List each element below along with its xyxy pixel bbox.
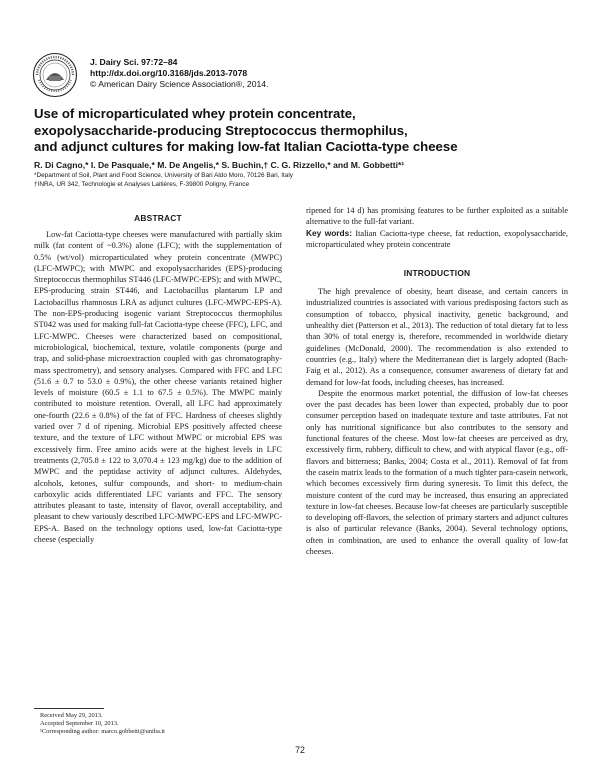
keywords: [306, 228, 568, 251]
journal-meta: [90, 57, 268, 91]
keywords-label: Key words:: [306, 227, 352, 238]
accepted-date: Accepted September 10, 2013.: [40, 720, 119, 728]
journal-seal-logo: [32, 52, 78, 98]
keywords-text: Italian Caciotta-type cheese, fat reduction, exopolysaccharide, microparticulated whey protein concentrate: [306, 228, 569, 249]
footnotes: [40, 712, 165, 736]
title-line-2: exopolysaccharide-producing Streptococcus thermophilus,: [34, 122, 408, 138]
article-title: [34, 106, 574, 156]
page-number: 72: [295, 745, 305, 755]
abstract-text: Low-fat Caciotta-type cheeses were manufactured with partially skim milk (fat content of ~0.3%) alone (LFC); with the supplementation of 0.5% (wt/vol) microparticulated whey protein concentrate (MWPC) (LFC-MWPC); with MWPC and exopolysaccharides (EPS)-producing Streptococcus thermophilus ST446 (LFC-MWPC-EPS); and with MWPC, EPS-producing strain ST446, and Lactobacillus plantarum LP and Lactobacillus rhamnosus LRA as adjunct cultures (LFC-MWPC-EPS-A). The non-EPS-producing isogenic variant Streptococcus thermophilus ST042 was used for making full-fat Caciotta-type cheese (FFC), LFC, and LFC-MWPC. Cheeses were characterized based on compositional, microbiological, biochemical, texture, volatile components (purge and trap, and solid-phase microextraction coupled with gas chromatography-mass spectrometry), and sensory analyses. Compared with FFC and LFC (51.6 ± 0.7 to 53.0 ± 0.9%), the other cheese variants retained higher levels of moisture (60.5 ± 1.1 to 67.5 ± 0.5%). The MWPC mainly contributed to moisture retention. Overall, all LFC had approximately one-fourth (22.6 ± 0.8%) of the fat of FFC. Hardness of cheeses slightly varied over 7 d of ripening. Microbial EPS positively affected cheese texture, and the texture of LFC without MWPC or microbial EPS was excessively firm. Free amino acids were at the highest levels in LFC treatments (2,705.8 ± 122 to 3,070.4 ± 123 mg/kg) due to the addition of MWPC and the peptidase activity of adjunct cultures. Aldehydes, alcohols, ketones, sulfur compounds, and short- to medium-chain carboxylic acids differentiated LFC variants and FFC. The sensory attributes pleasant to taste, intensity of flavor, overall acceptability, and pleasant to chew variously described LFC-MWPC-EPS and LFC-MWPC-EPS-A. Based on the technology options used, low-fat Caciotta-type cheese (especially: [34, 230, 282, 545]
introduction-heading: INTRODUCTION: [403, 268, 471, 279]
right-column: [306, 205, 568, 557]
affiliation-2: †INRA, UR 342, Technologie et Analyses Laitières, F-39800 Poligny, France: [34, 181, 250, 188]
received-date: Received May 29, 2013.: [40, 712, 103, 719]
abstract-continuation: ripened for 14 d) has promising features to be further exploited as a suitable alternative to the full-fat variant.: [306, 206, 568, 227]
journal-citation: J. Dairy Sci. 97:72–84: [90, 57, 178, 67]
introduction-paragraph-1: The high prevalence of obesity, heart disease, and certain cancers in industrialized countries is associated with various predisposing factors such as consumption of tobacco, physical inactivity, genetic background, and unhealthy diet (Patterson et al., 2013). The reduction of total dietary fat to less than 30% of total energy is, therefore, recommended in worldwide dietary guidelines (McDonald, 2000). The recommendation is also extended to countries (e.g., Italy) where the Mediterranean diet is largely adopted (Bach-Faig et al., 2012). As a consequence, consumer awareness of dietary fat and demand for low-fat foods, including cheeses, has increased.: [306, 287, 568, 387]
footnote-rule: [34, 708, 104, 709]
corresponding-author: ¹Corresponding author: marco.gobbetti@uniba.it: [40, 728, 165, 736]
doi-link[interactable]: http://dx.doi.org/10.3168/jds.2013-7078: [90, 68, 248, 79]
author-list: R. Di Cagno,* I. De Pasquale,* M. De Angelis,* S. Buchin,† C. G. Rizzello,* and M. Gobbetti*¹: [34, 160, 405, 170]
title-line-3: and adjunct cultures for making low-fat Italian Caciotta-type cheese: [34, 139, 458, 155]
abstract-heading: ABSTRACT: [134, 213, 182, 223]
left-column: [34, 205, 282, 545]
introduction-paragraph-2: Despite the enormous market potential, the diffusion of low-fat cheeses over the past decades has been lower than expected, probably due to poor consumer perception based on inadequate texture and taste attributes. Fat not only has nutritional significance but also contributes to the sensory and functional features of the cheese. Most low-fat cheeses are perceived as dry, excessively firm, rubbery, difficult to chew, and with atypical flavor (e.g., off-flavors and bitterness; Banks, 2004; Costa et al., 2011). Removal of fat from the casein matrix leads to the formation of a much tighter para-casein network, which becomes excessively firm during syneresis. To limit this defect, the moisture content of the curd may be increased, thus ensuring an appreciated texture in low-fat cheeses. Because low-fat cheeses are particularly susceptible to developing off-flavors, the selection of primary starters and adjunct cultures is also of particular relevance (Banks, 2004). Several technology options, often in combination, are used to enhance the overall quality of low-fat cheeses.: [306, 388, 568, 557]
affiliation-1: *Department of Soil, Plant and Food Science, University of Bari Aldo Moro, 70126 Bari, Italy: [34, 172, 293, 179]
copyright-notice: © American Dairy Science Association®, 2014.: [90, 79, 269, 90]
title-line-1: Use of microparticulated whey protein concentrate,: [34, 106, 356, 121]
